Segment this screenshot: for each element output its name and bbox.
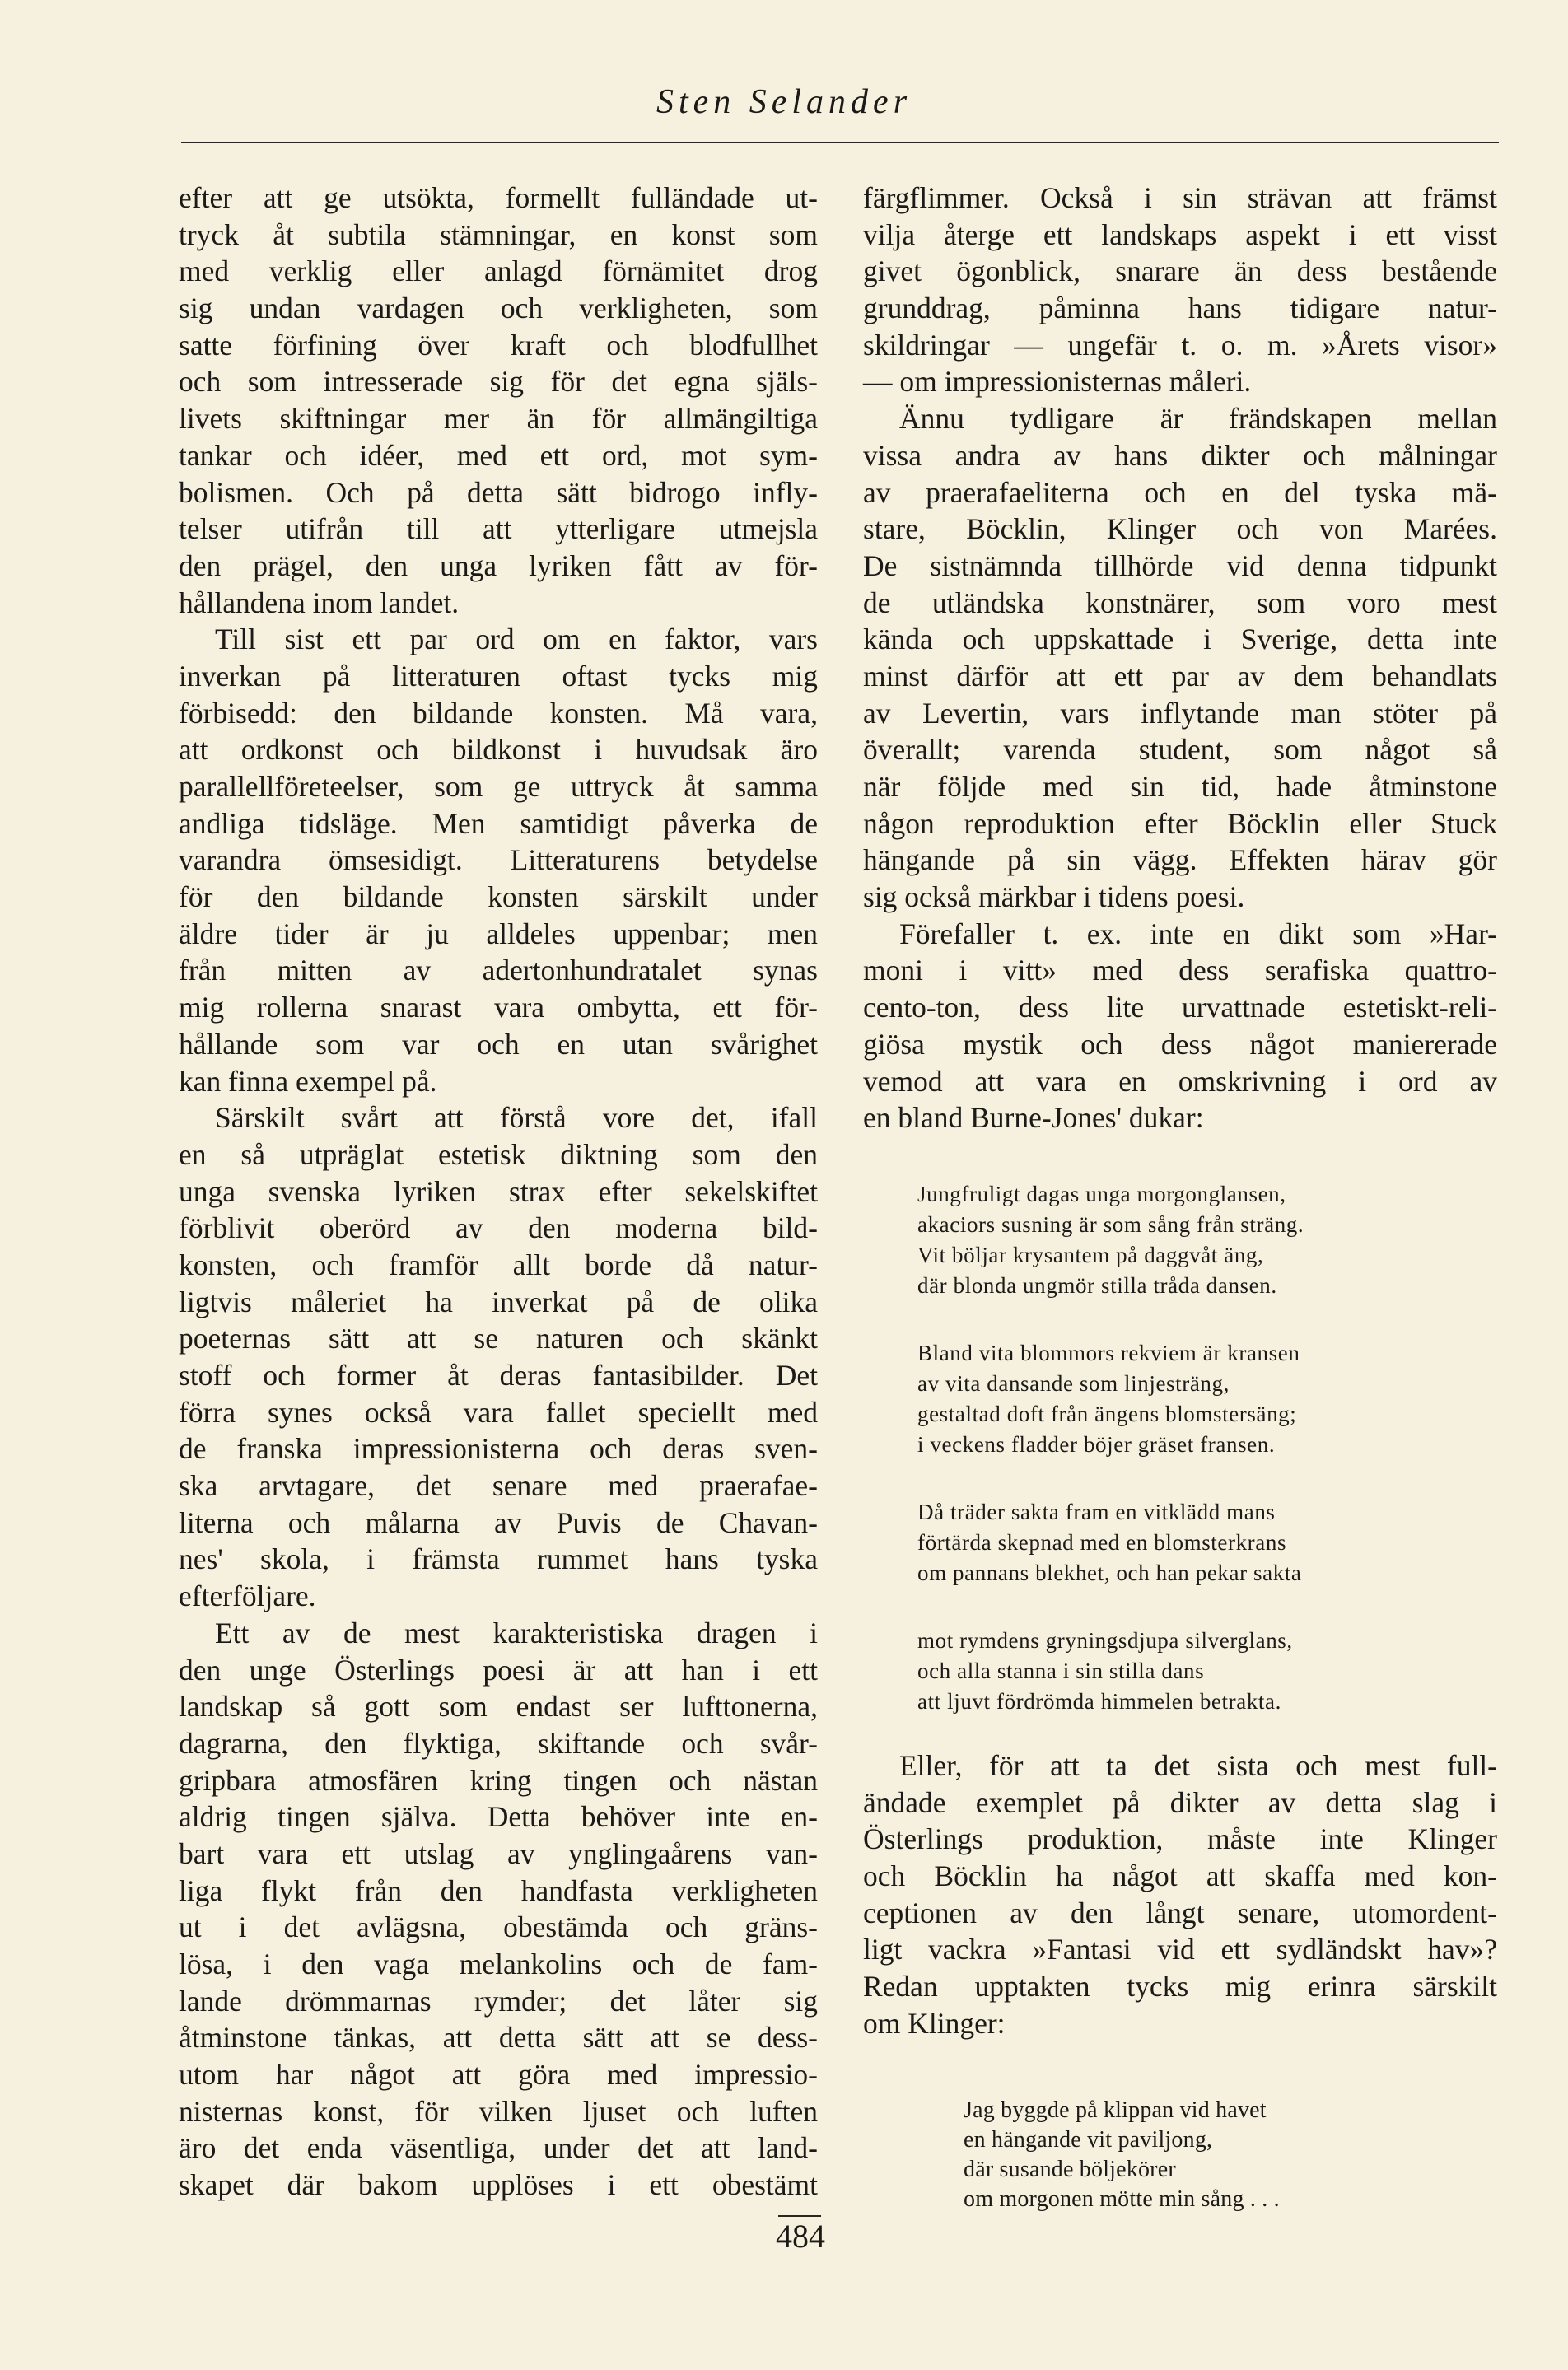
poem-line: i veckens fladder böjer gräset fransen. bbox=[917, 1432, 1276, 1457]
paragraph bbox=[179, 1615, 818, 2204]
text-line: andliga tidsläge. Men samtidigt påverka de bbox=[179, 806, 818, 840]
text-line: vemod att vara en omskrivning i ord av bbox=[863, 1064, 1497, 1098]
text-line: av praerafaeliterna och en del tyska mä- bbox=[863, 475, 1497, 509]
text-line: någon reproduktion efter Böcklin eller Stuck bbox=[863, 806, 1497, 840]
poem-stanza bbox=[917, 1497, 1304, 1589]
text-line: en bland Burne-Jones' dukar: bbox=[863, 1101, 1204, 1135]
text-line: ligt vackra »Fantasi vid ett sydländskt hav»? bbox=[863, 1933, 1497, 1966]
text-line: giösa mystik och dess något maniererade bbox=[863, 1027, 1497, 1061]
text-line: literna och målarna av Puvis de Chavan- bbox=[179, 1505, 818, 1539]
text-line: när följde med sin tid, hade åtminstone bbox=[863, 770, 1497, 803]
paragraph bbox=[179, 180, 818, 621]
text-line: — om impressionisternas måleri. bbox=[863, 365, 1252, 399]
poem-line: av vita dansande som linjesträng, bbox=[917, 1371, 1230, 1396]
text-line: från mitten av adertonhundratalet synas bbox=[179, 954, 818, 987]
text-line: varandra ömsesidigt. Litteraturens betydelse bbox=[179, 843, 818, 877]
text-line: att ordkonst och bildkonst i huvudsak äro bbox=[179, 733, 818, 767]
text-line: moni i vitt» med dess serafiska quattro- bbox=[863, 954, 1497, 987]
text-line: liga flykt från den handfasta verkligheten bbox=[179, 1873, 818, 1907]
text-line: ligtvis måleriet ha inverkat på de olika bbox=[179, 1285, 818, 1318]
text-line: aldrig tingen själva. Detta behöver inte en- bbox=[179, 1800, 818, 1834]
text-line: hållande som var och en utan svårighet bbox=[179, 1027, 818, 1061]
text-line: förblivit oberörd av den moderna bild- bbox=[179, 1211, 818, 1245]
text-line: givet ögonblick, snarare än dess bestående bbox=[863, 254, 1497, 288]
poem-line: förtärda skepnad med en blomsterkrans bbox=[917, 1530, 1287, 1555]
text-line: och Böcklin ha något att skaffa med kon- bbox=[863, 1859, 1497, 1893]
text-line: telser utifrån till att ytterligare utmejsla bbox=[179, 512, 818, 546]
text-line: landskap så gott som endast ser lufttonerna, bbox=[179, 1690, 818, 1724]
text-line: satte förfining över kraft och blodfullhet bbox=[179, 328, 818, 362]
paragraph bbox=[179, 621, 818, 1099]
text-line: åtminstone tänkas, att detta sätt att se dess- bbox=[179, 2021, 818, 2055]
poem-line: Då träder sakta fram en vitklädd mans bbox=[917, 1500, 1276, 1524]
text-line: livets skiftningar mer än för allmängiltiga bbox=[179, 402, 818, 436]
poem-line: där blonda ungmör stilla tråda dansen. bbox=[917, 1273, 1277, 1298]
text-line: gripbara atmosfären kring tingen och nästan bbox=[179, 1763, 818, 1797]
text-line: om Klinger: bbox=[863, 2006, 1006, 2040]
text-line: äro det enda väsentliga, under det att land- bbox=[179, 2131, 818, 2165]
running-header: Sten Selander bbox=[656, 83, 912, 121]
text-line: tryck åt subtila stämningar, en konst som bbox=[179, 217, 818, 251]
text-line: skildringar — ungefär t. o. m. »Årets visor» bbox=[863, 328, 1497, 362]
text-line: den unge Österlings poesi är att han i ett bbox=[179, 1653, 818, 1687]
paragraph bbox=[179, 1099, 818, 1615]
header-rule bbox=[181, 142, 1499, 143]
text-line: av Levertin, vars inflytande man stöter på bbox=[863, 696, 1497, 730]
poem-line: Vit böljar krysantem på daggvåt äng, bbox=[917, 1243, 1264, 1267]
poem-line: Jag byggde på klippan vid havet bbox=[964, 2097, 1267, 2123]
text-line: vissa andra av hans dikter och målningar bbox=[863, 438, 1497, 472]
poem-line: om morgonen mötte min sång . . . bbox=[964, 2186, 1280, 2212]
text-line: hållandena inom landet. bbox=[179, 586, 460, 619]
text-line: den prägel, den unga lyriken fått av för- bbox=[179, 548, 818, 582]
text-line: Ännu tydligare är frändskapen mellan bbox=[899, 402, 1497, 436]
text-line: förbisedd: den bildande konsten. Må vara, bbox=[179, 696, 818, 730]
poem-line: gestaltad doft från ängens blomstersäng; bbox=[917, 1402, 1297, 1426]
poem-line: att ljuvt fördrömda himmelen betrakta. bbox=[917, 1689, 1281, 1714]
poem-line: akaciors susning är som sång från sträng. bbox=[917, 1212, 1304, 1237]
poem-fantasi-vid-ett-sydlandskt-hav bbox=[964, 2096, 1280, 2214]
text-line: förra synes också vara fallet speciellt med bbox=[179, 1395, 818, 1429]
poem-stanza bbox=[917, 1338, 1304, 1460]
text-line: lösa, i den vaga melankolins och de fam- bbox=[179, 1948, 818, 1980]
text-line: cento-ton, dess lite urvattnade estetiskt-reli- bbox=[863, 991, 1497, 1024]
text-line: De sistnämnda tillhörde vid denna tidpunkt bbox=[863, 548, 1497, 582]
poem-line: om pannans blekhet, och han pekar sakta bbox=[917, 1561, 1302, 1585]
text-line: Till sist ett par ord om en faktor, vars bbox=[215, 623, 818, 656]
poem-stanza bbox=[917, 1179, 1304, 1301]
text-line: bart vara ett utslag av ynglingaårens van- bbox=[179, 1836, 818, 1870]
text-line: Redan upptakten tycks mig erinra särskilt bbox=[863, 1970, 1497, 2004]
text-line: äldre tider är ju alldeles uppenbar; men bbox=[179, 917, 818, 950]
text-line: ceptionen av den långt senare, utomordent- bbox=[863, 1896, 1497, 1929]
poem-line: mot rymdens gryningsdjupa silverglans, bbox=[917, 1628, 1293, 1653]
text-line: Ett av de mest karakteristiska dragen i bbox=[215, 1616, 818, 1649]
text-line: kan finna exempel på. bbox=[179, 1064, 437, 1098]
text-line: ska arvtagare, det senare med praerafae- bbox=[179, 1469, 818, 1503]
text-line: sig också märkbar i tidens poesi. bbox=[863, 880, 1245, 914]
text-line: de utländska konstnärer, som voro mest bbox=[863, 586, 1497, 619]
text-line: Österlings produktion, måste inte Klinger bbox=[863, 1822, 1497, 1856]
text-line: minst därför att ett par av dem behandlats bbox=[863, 659, 1497, 693]
text-line: inverkan på litteraturen oftast tycks mig bbox=[179, 659, 818, 693]
poem-stanza bbox=[917, 1626, 1304, 1717]
text-line: bolismen. Och på detta sätt bidrogo infly- bbox=[179, 475, 818, 509]
text-line: efterföljare. bbox=[179, 1579, 316, 1613]
text-line: lande drömmarnas rymder; det låter sig bbox=[179, 1984, 818, 2018]
text-line: hängande på sin vägg. Effekten härav gör bbox=[863, 843, 1497, 877]
text-line: kända och uppskattade i Sverige, detta inte bbox=[863, 623, 1497, 656]
paragraph-eller bbox=[863, 1747, 1497, 2042]
paragraph bbox=[863, 180, 1497, 400]
text-line: utom har något att göra med impressio- bbox=[179, 2058, 818, 2092]
text-line: stoff och former åt deras fantasibilder. Det bbox=[179, 1359, 818, 1392]
text-line: mig rollerna snarast vara ombytta, ett för- bbox=[179, 991, 818, 1024]
paragraph bbox=[863, 916, 1497, 1136]
text-line: Särskilt svårt att förstå vore det, ifall bbox=[215, 1101, 818, 1135]
text-line: nisternas konst, för vilken ljuset och luften bbox=[179, 2094, 818, 2128]
poem-line: Jungfruligt dagas unga morgonglansen, bbox=[917, 1182, 1286, 1206]
text-line: för den bildande konsten särskilt under bbox=[179, 880, 818, 914]
poem-harmoni-i-vitt bbox=[917, 1179, 1304, 1754]
poem-line: där susande böljekörer bbox=[964, 2157, 1176, 2182]
text-line: unga svenska lyriken strax efter sekelskiftet bbox=[179, 1174, 818, 1208]
text-line: en så utpräglat estetisk diktning som den bbox=[179, 1137, 818, 1171]
text-line: färgflimmer. Också i sin strävan att främst bbox=[863, 181, 1497, 214]
text-line: sig undan vardagen och verkligheten, som bbox=[179, 292, 818, 325]
text-line: de franska impressionisterna och deras sven- bbox=[179, 1432, 818, 1466]
text-line: nes' skola, i främsta rummet hans tyska bbox=[179, 1542, 818, 1576]
poem-line: en hängande vit paviljong, bbox=[964, 2127, 1213, 2153]
poem-line: Bland vita blommors rekviem är kransen bbox=[917, 1341, 1300, 1365]
text-line: och som intresserade sig för det egna själs- bbox=[179, 365, 818, 399]
text-line: poeternas sätt att se naturen och skänkt bbox=[179, 1322, 818, 1355]
text-line: dagrarna, den flyktiga, skiftande och svår- bbox=[179, 1726, 818, 1760]
text-line: tankar och idéer, med ett ord, mot sym- bbox=[179, 438, 818, 472]
text-line: Eller, för att ta det sista och mest full- bbox=[899, 1749, 1497, 1782]
page-number: 484 bbox=[776, 2218, 825, 2255]
poem-line: och alla stanna i sin stilla dans bbox=[917, 1659, 1205, 1683]
text-line: med verklig eller anlagd förnämitet drog bbox=[179, 254, 818, 288]
text-line: stare, Böcklin, Klinger och von Marées. bbox=[863, 512, 1497, 546]
paragraph bbox=[863, 400, 1497, 916]
text-line: ändade exemplet på dikter av detta slag i bbox=[863, 1785, 1497, 1819]
text-line: Förefaller t. ex. inte en dikt som »Har- bbox=[899, 917, 1497, 950]
text-line: skapet där bakom upplöses i ett obestämt bbox=[179, 2168, 818, 2202]
text-line: grunddrag, påminna hans tidigare natur- bbox=[863, 292, 1497, 325]
text-line: parallellföreteelser, som ge uttryck åt samma bbox=[179, 770, 818, 803]
text-line: vilja återge ett landskaps aspekt i ett visst bbox=[863, 217, 1497, 251]
text-line: konsten, och framför allt borde då natur- bbox=[179, 1248, 818, 1281]
text-line: ut i det avlägsna, obestämda och gräns- bbox=[179, 1910, 818, 1944]
text-line: överallt; varenda student, som något så bbox=[863, 733, 1497, 767]
text-line: efter att ge utsökta, formellt fulländade ut- bbox=[179, 181, 818, 214]
left-column bbox=[179, 180, 818, 2204]
right-column bbox=[863, 180, 1497, 1136]
